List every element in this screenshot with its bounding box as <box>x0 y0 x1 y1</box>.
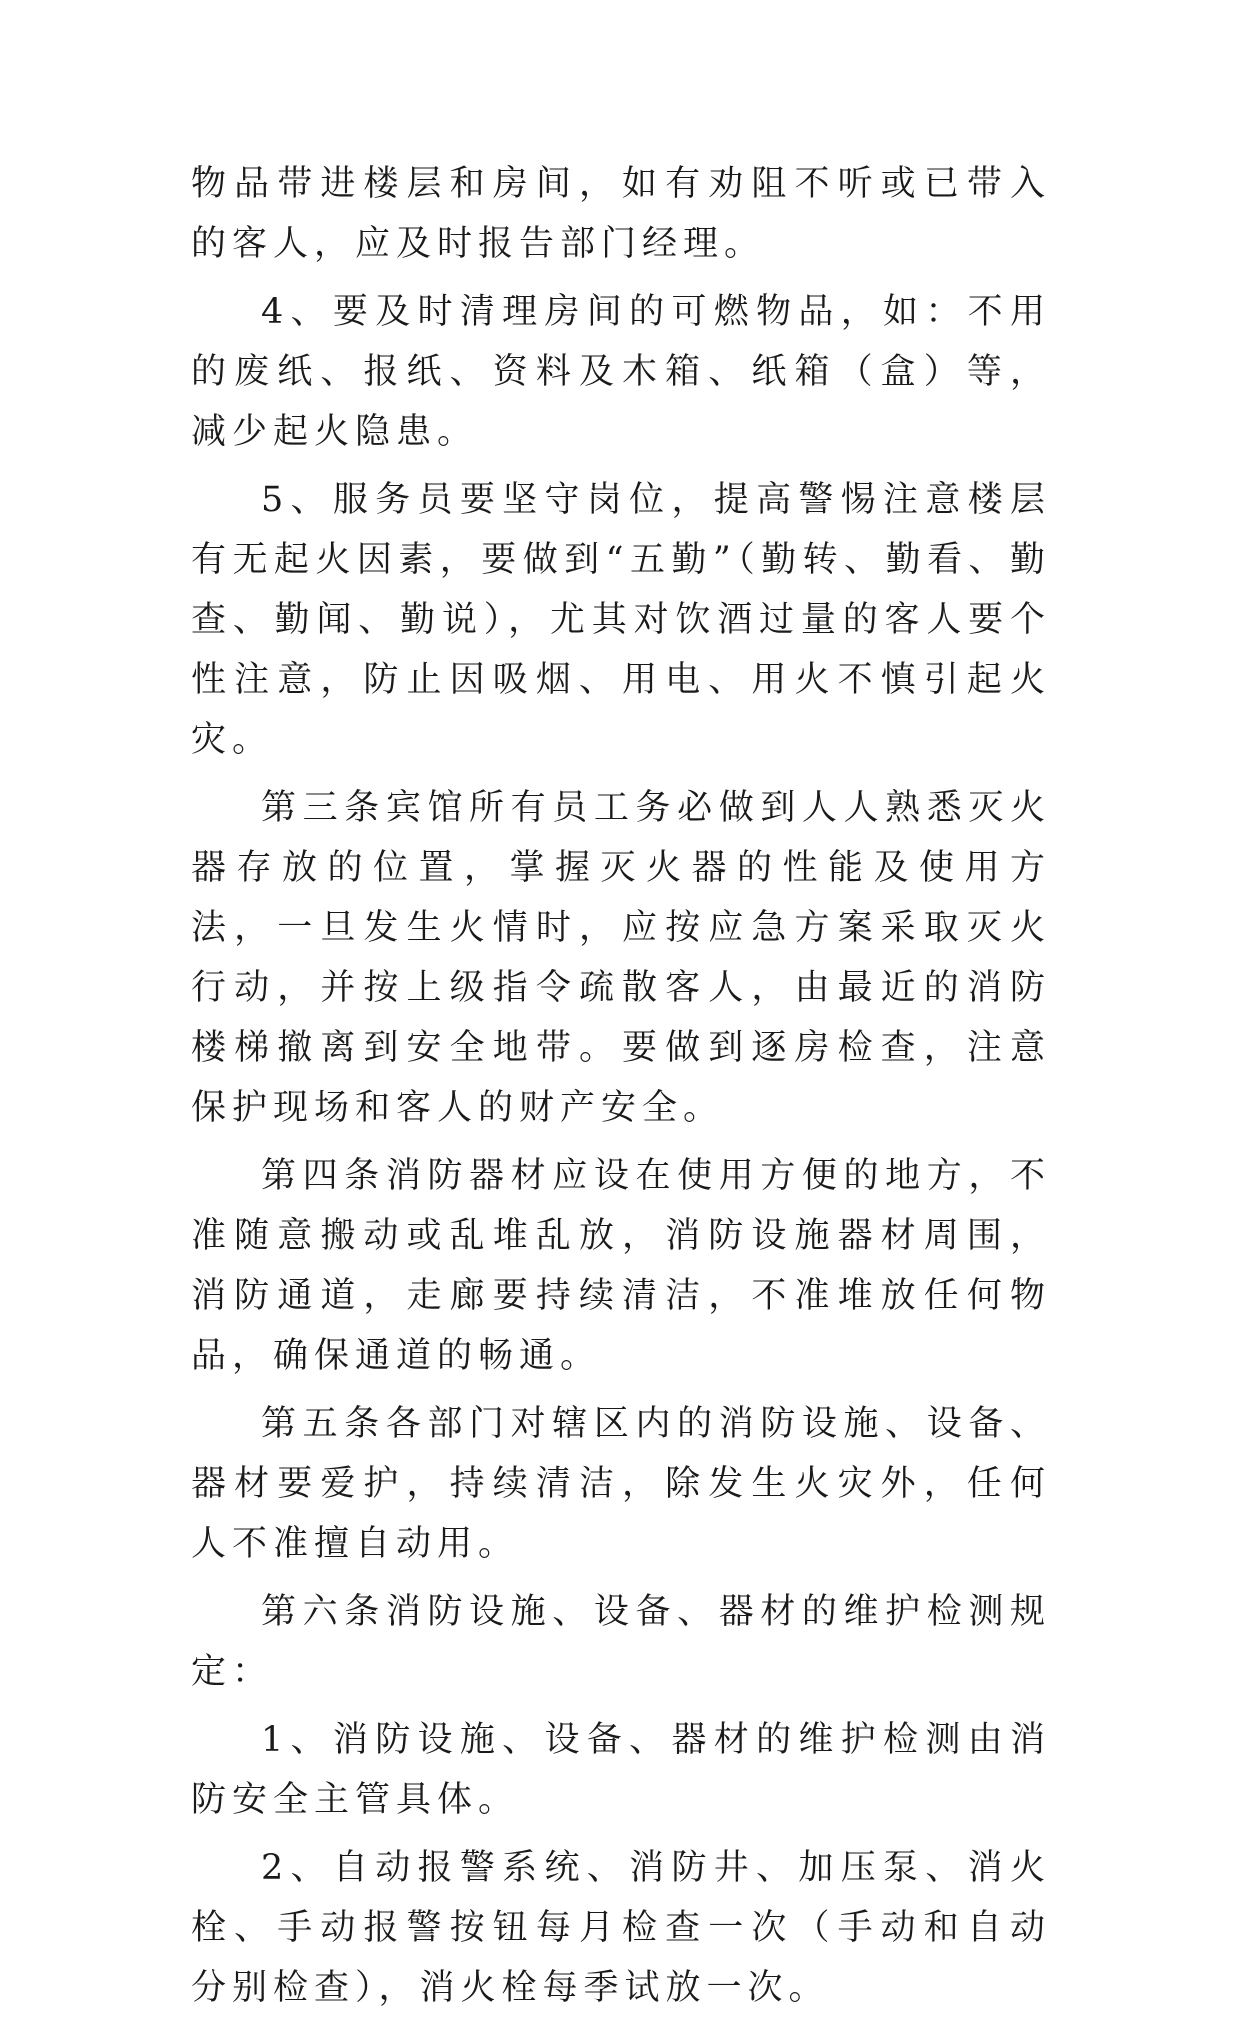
paragraph-article-4: 第四条消防器材应设在使用方便的地方，不准随意搬动或乱堆乱放，消防设施器材周围，消防通道，走廊要持续清洁，不准堆放任何物品，确保通道的畅通。 <box>191 1156 1051 1376</box>
paragraph-article-3: 第三条宾馆所有员工务必做到人人熟悉灭火器存放的位置，掌握灭火器的性能及使用方法，一旦发生火情时，应按应急方案采取灭火行动，并按上级指令疏散客人，由最近的消防楼梯撤离到安全地带。要做到逐房检查，注意保护现场和客人的财产安全。 <box>191 788 1051 1128</box>
paragraph-item-5: 5、服务员要坚守岗位，提高警惕注意楼层有无起火因素，要做到“五勤”（勤转、勤看、勤查、勤闻、勤说），尤其对饮酒过量的客人要个性注意，防止因吸烟、用电、用火不慎引起火灾。 <box>191 480 1051 760</box>
paragraph-item-4: 4、要及时清理房间的可燃物品，如：不用的废纸、报纸、资料及木箱、纸箱（盒）等，减少起火隐患。 <box>191 292 1051 452</box>
paragraph-article-6: 第六条消防设施、设备、器材的维护检测规定： <box>191 1592 1051 1692</box>
paragraph-article-5: 第五条各部门对辖区内的消防设施、设备、器材要爱护，持续清洁，除发生火灾外，任何人不准擅自动用。 <box>191 1404 1051 1564</box>
paragraph-sub-item-1: 1、消防设施、设备、器材的维护检测由消防安全主管具体。 <box>191 1720 1051 1820</box>
paragraph-continuation: 物品带进楼层和房间，如有劝阻不听或已带入的客人，应及时报告部门经理。 <box>191 164 1051 264</box>
document-body <box>191 154 1051 2026</box>
paragraph-sub-item-2: 2、自动报警系统、消防井、加压泵、消火栓、手动报警按钮每月检查一次（手动和自动分别检查），消火栓每季试放一次。 <box>191 1848 1051 2008</box>
